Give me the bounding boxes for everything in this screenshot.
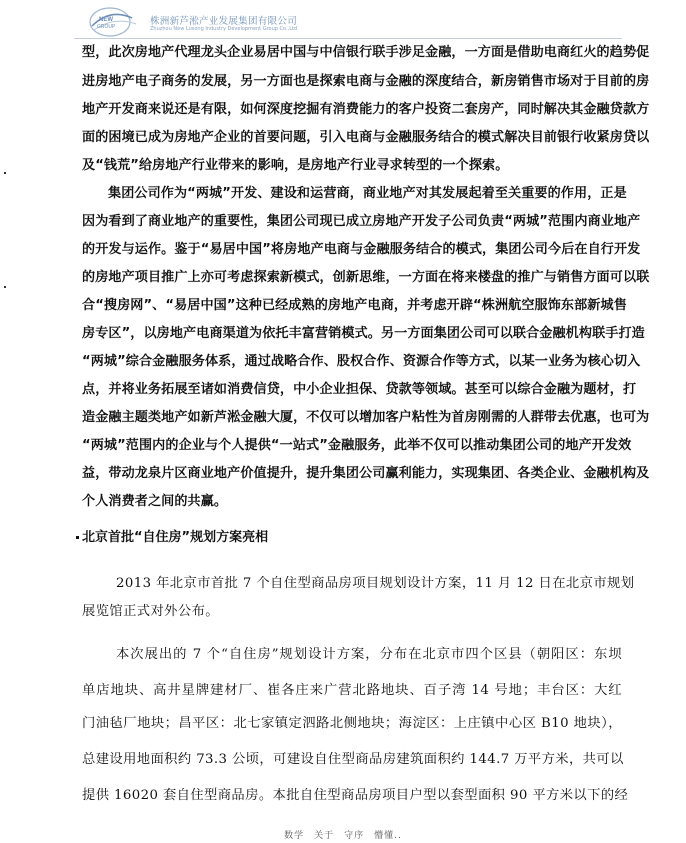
- paragraph-line: 总建设用地面积约 73.3 公顷，可建设自住型商品房建筑面积约 144.7 万平方米，共可以: [82, 752, 624, 767]
- paragraph-line: 展览馆正式对外公布。: [82, 604, 219, 619]
- paragraph-line: 合“搜房网”、“易居中国”这种已经成熟的房地产电商，并考虑开辟“株洲航空服饰东部新城售: [82, 298, 627, 313]
- company-name-cn: 株洲新芦淞产业发展集团有限公司: [150, 16, 298, 27]
- paragraph-line: 进房地产电子商务的发展，另一方面也是探索电商与金融的深度结合，新房销售市场对于目前的房: [82, 74, 650, 89]
- margin-mark: [4, 286, 6, 288]
- paragraph-line: 集团公司作为“两城”开发、建设和运营商，商业地产对其发展起着至关重要的作用，正是: [108, 186, 627, 201]
- section-heading-text: 北京首批“自住房”规划方案亮相: [82, 530, 269, 545]
- paragraph-line: 房专区”，以房地产电商渠道为依托丰富营销模式。另一方面集团公司可以联合金融机构联手打造: [82, 326, 645, 341]
- margin-mark: [4, 172, 6, 174]
- paragraph-line: 益，带动龙泉片区商业地产价值提升，提升集团公司赢利能力，实现集团、各类企业、金融机构及: [82, 466, 650, 481]
- paragraph-line: 造金融主题类地产如新芦淞金融大厦，不仅可以增加客户粘性为首房刚需的人群带去优惠，也可为: [82, 410, 650, 425]
- paragraph-line: 2013 年北京市首批 7 个自住型商品房项目规划设计方案，11 月 12 日在北京市规划: [116, 576, 635, 591]
- page-header: [0, 0, 686, 42]
- paragraph-line: 单店地块、高井星牌建材厂、崔各庄来广营北路地块、百子湾 14 号地；丰台区：大红: [82, 683, 622, 698]
- paragraph-line: 个人消费者之间的共赢。: [82, 494, 228, 509]
- paragraph-line: 门油毡厂地块；昌平区：北七家镇定泗路北侧地块；海淀区：上庄镇中心区 B10 地块），: [82, 716, 622, 731]
- section-heading: [76, 526, 268, 545]
- paragraph-line: 型，此次房地产代理龙头企业易居中国与中信银行联手涉足金融，一方面是借助电商红火的趋势促: [82, 45, 650, 60]
- paragraph-line: 地产开发商来说还是有限，如何深度挖掘有消费能力的客户投资二套房产，同时解决其金融贷款方: [82, 102, 650, 117]
- paragraph-line: 及“钱荒”给房地产行业带来的影响，是房地产行业寻求转型的一个探索。: [82, 158, 509, 173]
- paragraph-line: 本次展出的 7 个“自住房”规划设计方案，分布在北京市四个区县（朝阳区：东坝: [116, 647, 622, 662]
- paragraph-line: “两城”范围内的企业与个人提供“一站式”金融服务，此举不仅可以推动集团公司的地产开发效: [82, 438, 632, 453]
- paragraph-line: 点，并将业务拓展至诸如消费信贷，中小企业担保、贷款等领域。甚至可以综合金融为题材，打: [82, 382, 637, 397]
- paragraph-line: 因为看到了商业地产的重要性，集团公司现已成立房地产开发子公司负责“两城”范围内商业地产: [82, 214, 641, 229]
- header-divider: [74, 38, 622, 39]
- svg-text:GROUP: GROUP: [97, 24, 116, 30]
- paragraph-line: 的开发与运作。鉴于“易居中国”将房地产电商与金融服务结合的模式，集团公司今后在自行开发: [82, 242, 641, 257]
- bullet-icon: [76, 536, 79, 539]
- company-logo: [86, 6, 152, 38]
- paragraph-line: “两城”综合金融服务体系，通过战略合作、股权合作、资源合作等方式，以某一业务为核心切入: [82, 354, 641, 369]
- paragraph-line: 的房地产项目推广上亦可考虑探索新模式，创新思维，一方面在将来楼盘的推广与销售方面可以联: [82, 270, 650, 285]
- page-footer: 数学 关于 守序 懵懂..: [284, 831, 402, 841]
- paragraph-line: 提供 16020 套自住型商品房。本批自住型商品房项目户型以套型面积 90 平方米以下的经: [82, 788, 629, 803]
- company-name-en: Zhuzhou New Lusong Industry Development Group Co.,Ltd: [150, 26, 298, 32]
- paragraph-line: 面的困境已成为房地产企业的首要问题，引入电商与金融服务结合的模式解决目前银行收紧房贷以: [82, 130, 650, 145]
- svg-text:NEW: NEW: [99, 17, 113, 23]
